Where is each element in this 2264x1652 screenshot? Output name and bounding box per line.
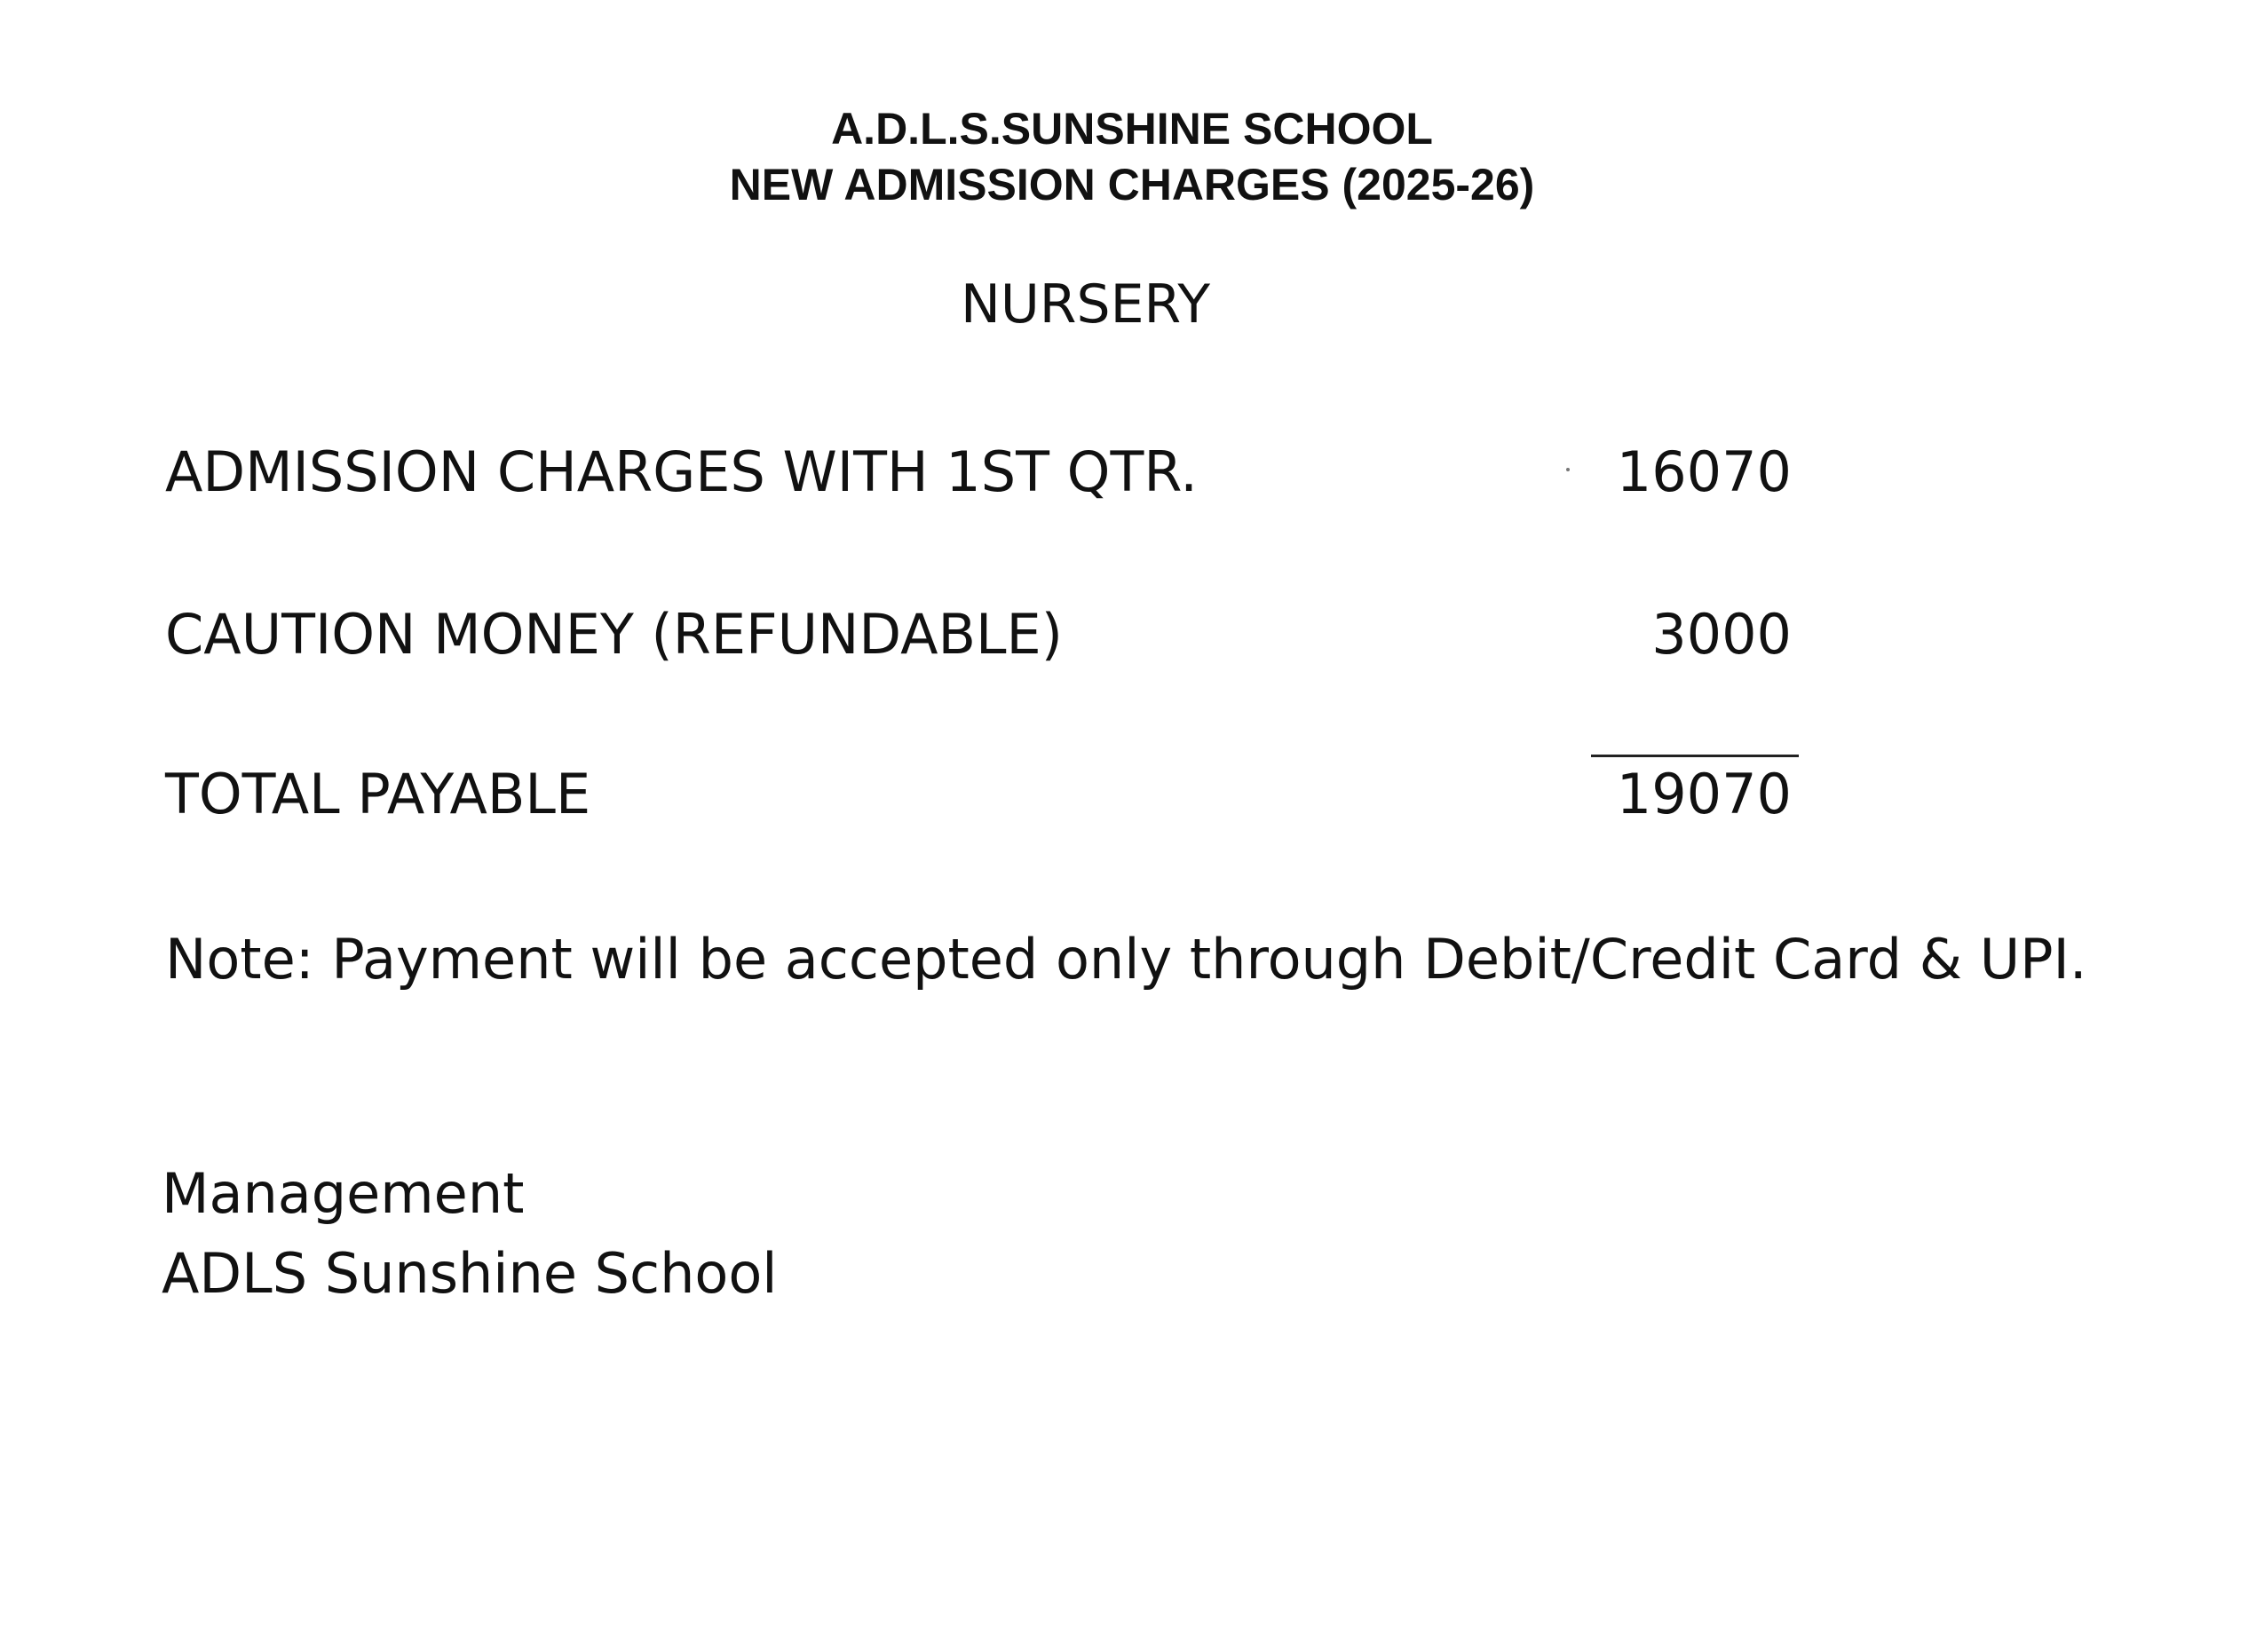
charge-amount-caution-money: 3000	[1651, 602, 1792, 667]
payment-note: Note: Payment will be accepted only through Debit/Credit Card & UPI.	[165, 927, 2087, 992]
charge-label-admission: ADMISSION CHARGES WITH 1ST QTR.	[165, 439, 1198, 504]
charge-amount-admission: 16070	[1616, 439, 1792, 504]
signature-line-school: ADLS Sunshine School	[162, 1241, 778, 1306]
signature-line-management: Management	[162, 1161, 525, 1226]
total-label: TOTAL PAYABLE	[165, 762, 591, 826]
class-name: NURSERY	[961, 273, 1210, 336]
school-name: A.D.L.S.SUNSHINE SCHOOL	[831, 104, 1433, 154]
total-amount: 19070	[1616, 762, 1792, 826]
document-title: NEW ADMISSION CHARGES (2025-26)	[729, 160, 1535, 209]
total-divider-line	[1591, 755, 1799, 757]
charge-label-caution-money: CAUTION MONEY (REFUNDABLE)	[165, 602, 1063, 667]
